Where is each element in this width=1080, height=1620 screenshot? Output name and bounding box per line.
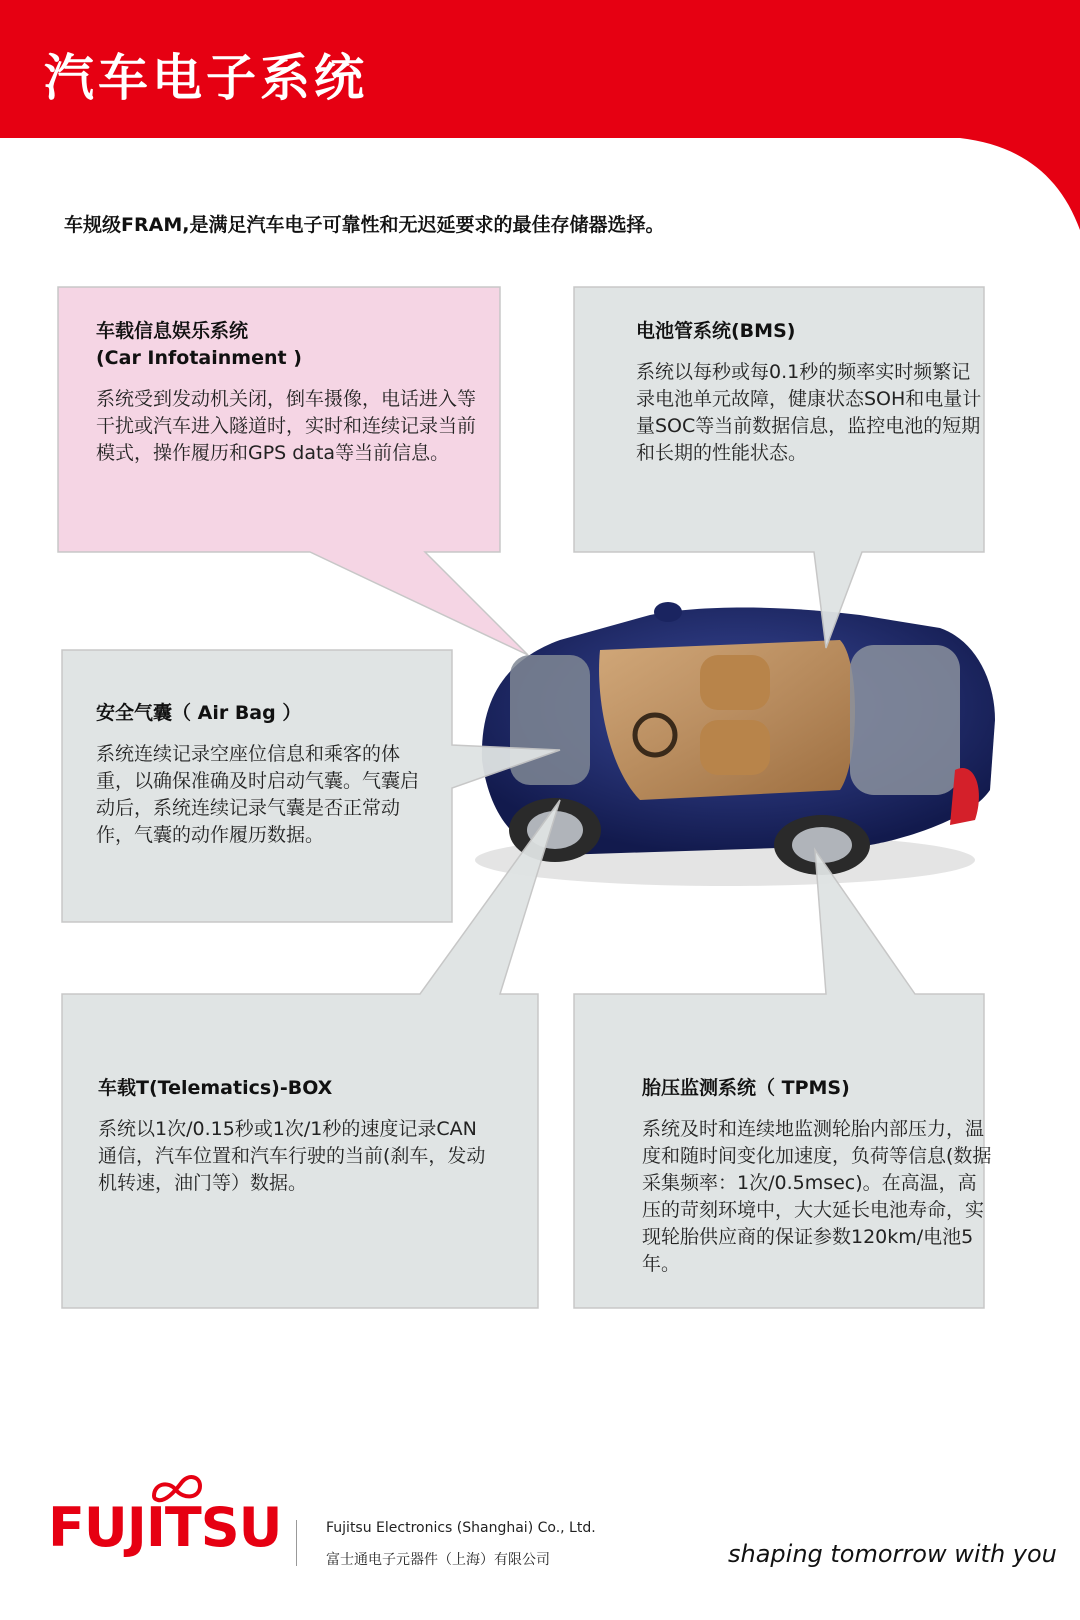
tagline: shaping tomorrow with you bbox=[728, 1540, 1057, 1568]
section-body: 系统以每秒或每0.1秒的频率实时频繁记录电池单元故障，健康状态SOH和电量计量SOC等当前数据信息，监控电池的短期和长期的性能状态。 bbox=[636, 361, 982, 464]
section-tbox bbox=[98, 1075, 488, 1197]
footer-divider bbox=[296, 1520, 297, 1566]
fujitsu-logo bbox=[48, 1470, 282, 1580]
company-name-cn: 富士通电子元器件（上海）有限公司 bbox=[326, 1552, 550, 1568]
car-illustration bbox=[475, 602, 995, 886]
company-name-en: Fujitsu Electronics (Shanghai) Co., Ltd. bbox=[326, 1520, 596, 1536]
section-title: 胎压监测系统（ TPMS) bbox=[642, 1077, 850, 1099]
section-tpms bbox=[642, 1075, 992, 1278]
section-body: 系统以1次/0.15秒或1次/1秒的速度记录CAN通信，汽车位置和汽车行驶的当前(刹车，发动机转速，油门等）数据。 bbox=[98, 1118, 486, 1194]
section-airbag bbox=[96, 700, 426, 849]
section-body: 系统受到发动机关闭，倒车摄像，电话进入等干扰或汽车进入隧道时，实时和连续记录当前模式，操作履历和GPS data等当前信息。 bbox=[96, 388, 477, 464]
section-title: 车载T(Telematics)-BOX bbox=[98, 1077, 333, 1099]
logo-wordmark: FUJITSU bbox=[48, 1496, 282, 1559]
section-subtitle: (Car Infotainment ) bbox=[96, 347, 302, 369]
intro-text: 车规级FRAM,是满足汽车电子可靠性和无迟延要求的最佳存储器选择。 bbox=[64, 214, 665, 236]
page-title: 汽车电子系统 bbox=[44, 49, 368, 107]
section-title: 安全气囊（ Air Bag ） bbox=[96, 702, 302, 724]
header-band bbox=[0, 0, 1080, 230]
section-title: 车载信息娱乐系统 bbox=[96, 320, 249, 342]
section-body: 系统及时和连续地监测轮胎内部压力，温度和随时间变化加速度，负荷等信息(数据采集频率：1次/0.5msec)。在高温，高压的苛刻环境中，大大延长电池寿命，实现轮胎供应商的保证参数120km/电池5年。 bbox=[642, 1118, 992, 1275]
section-infotainment bbox=[96, 318, 486, 467]
section-bms bbox=[636, 318, 986, 467]
section-title: 电池管系统(BMS) bbox=[636, 320, 796, 342]
section-body: 系统连续记录空座位信息和乘客的体重，以确保准确及时启动气囊。气囊启动后，系统连续记录气囊是否正常动作，气囊的动作履历数据。 bbox=[96, 743, 420, 846]
